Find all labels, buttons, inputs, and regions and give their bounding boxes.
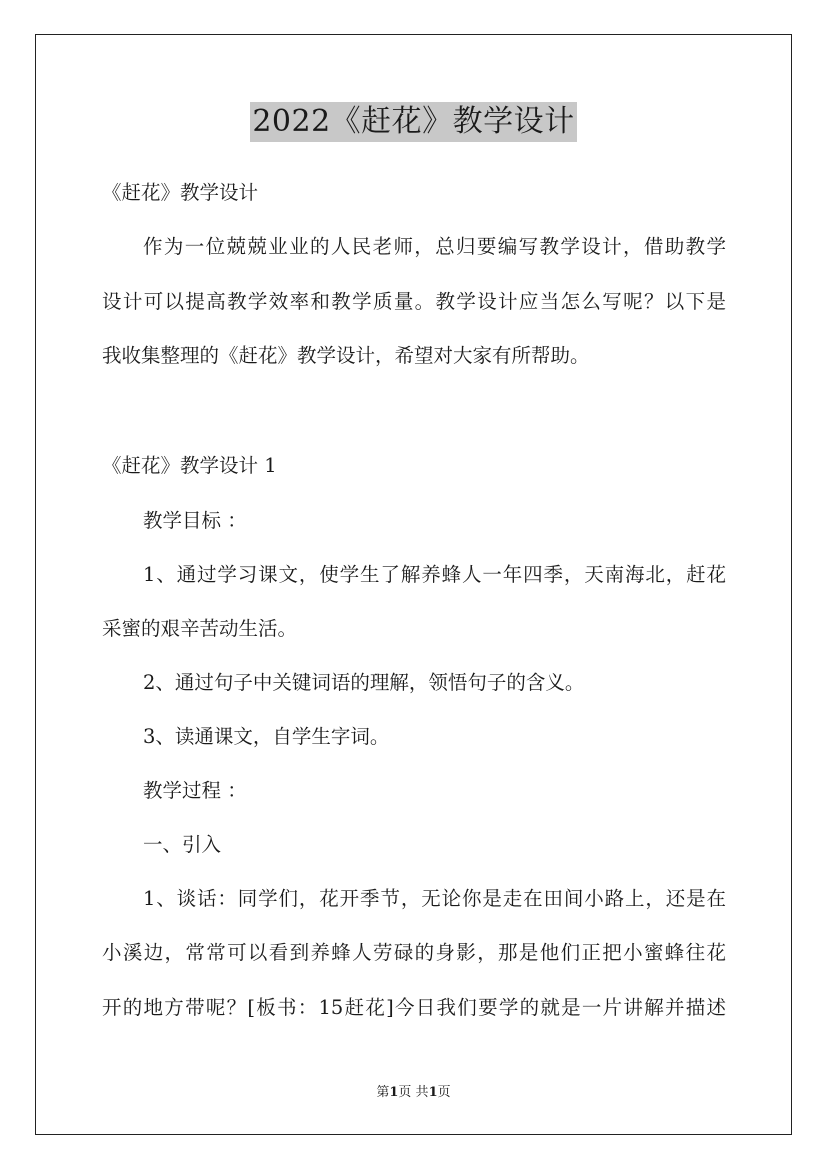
goal-3: 3、读通课文，自学生字词。 bbox=[143, 725, 390, 748]
step-1-heading: 一、引入 bbox=[143, 833, 222, 856]
process-label: 教学过程 ： bbox=[143, 779, 247, 802]
goal-2: 2、通过句子中关键词语的理解，领悟句子的含义。 bbox=[143, 671, 585, 694]
goal-1-line-2: 采蜜的艰辛苦动生活。 bbox=[102, 617, 298, 640]
footer-page-suffix: 页 bbox=[437, 1085, 451, 1100]
goal-1-line-1: 1、通过学习课文，使学生了解养蜂人一年四季，天南海北，赶花 bbox=[143, 563, 726, 586]
intro-paragraph-line-1: 作为一位兢兢业业的人民老师，总归要编写教学设计，借助教学 bbox=[143, 235, 726, 258]
document-title: 2022《赶花》教学设计 bbox=[250, 102, 576, 142]
goals-label: 教学目标 ： bbox=[143, 509, 247, 532]
step-1-line-1: 1、谈话：同学们，花开季节，无论你是走在田间小路上，还是在 bbox=[143, 887, 726, 910]
title-container bbox=[0, 102, 827, 142]
footer-page-mid: 页 共 bbox=[398, 1085, 429, 1100]
step-1-line-3: 开的地方带呢？[板书：15赶花]今日我们要学的就是一片讲解并描述 bbox=[102, 996, 726, 1019]
footer-page-current: 1 bbox=[389, 1085, 399, 1100]
intro-paragraph-line-2: 设计可以提高教学效率和教学质量。教学设计应当怎么写呢？以下是 bbox=[102, 290, 726, 313]
page-footer bbox=[0, 1084, 827, 1102]
footer-page-total: 1 bbox=[428, 1085, 438, 1100]
document-subtitle: 《赶花》教学设计 bbox=[102, 181, 259, 204]
section-heading: 《赶花》教学设计 1 bbox=[102, 454, 277, 477]
intro-paragraph-line-3: 我收集整理的《赶花》教学设计，希望对大家有所帮助。 bbox=[102, 344, 590, 367]
step-1-line-2: 小溪边，常常可以看到养蜂人劳碌的身影，那是他们正把小蜜蜂往花 bbox=[102, 941, 726, 964]
footer-page-prefix: 第 bbox=[376, 1085, 390, 1100]
